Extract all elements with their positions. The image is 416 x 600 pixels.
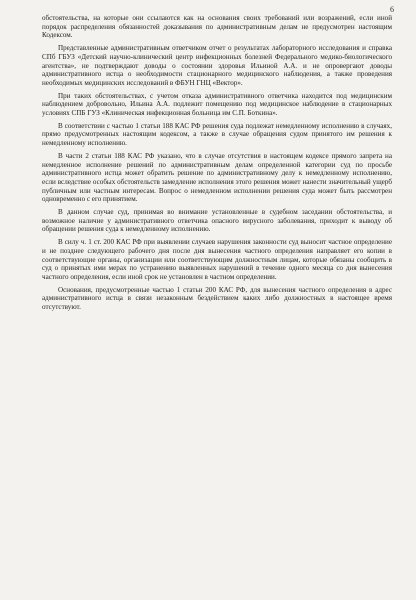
paragraph-5: В части 2 статьи 188 КАС РФ указано, что в случае отсутствия в настоящем кодексе прямого запрета на немедленное исполнение решений по административным делам определенной категории суд по просьбе административного истца может обратить решение по административному делу к немедленному исполнению, если вследствие особых обстоятельств замедление исполнения этого решения может нанести значительный ущерб публичным или частным интересам. Вопрос о немедленном исполнении решения суда может быть рассмотрен одновременно с его принятием.: [42, 151, 392, 204]
paragraph-6: В данном случае суд, принимая во внимание установленные в судебном заседании обстоятельства, и возможное наличие у административного ответчика опасного вирусного заболевания, приходит к выводу об обращении решения суда к немедленному исполнению.: [42, 208, 392, 234]
page-number: 6: [390, 5, 394, 14]
paragraph-1: обстоятельства, на которые они ссылаются как на основания своих требований или возражений, если иной порядок распределения обязанностей доказывания по административным делам не предусмотрен настоящим Кодексом.: [42, 14, 392, 40]
document-body: [42, 14, 392, 316]
paragraph-2: Представленные административным ответчиком отчет о результатах лабораторного исследования и справка СПб ГБУЗ «Детский научно-клинический центр инфекционных болезней Федерального медико-биологического агентства», не подтверждают доводы о состоянии здоровья Ильиной А.А. и не опровергают доводы административного истца о необходимости стационарного медицинского наблюдения, а также проведения необходимых медицинских исследований в ФБУН ГНЦ «Вектор».: [42, 44, 392, 87]
paragraph-8: Основания, предусмотренные частью 1 статьи 200 КАС РФ, для вынесения частного определения в адрес административного истца в связи незаконным бездействием каких либо должностных в настоящее время отсутствуют.: [42, 285, 392, 312]
paragraph-3: При таких обстоятельствах, с учетом отказа административного ответчика находится под медицинским наблюдением добровольно, Ильина А.А. подлежит помещению под медицинское наблюдение в стационарных условиях СПБ ГУЗ «Клиническая инфекционная больница им С.П. Боткина».: [42, 91, 392, 118]
paragraph-4: В соответствии с частью 1 статьи 188 КАС РФ решения суда подлежат немедленному исполнению в случаях, прямо предусмотренных настоящим кодексом, а также в случае обращения судом принятого им решения к немедленному исполнению.: [42, 121, 392, 148]
paragraph-7: В силу ч. 1 ст. 200 КАС РФ при выявлении случаев нарушения законности суд выносит частное определение и не позднее следующего рабочего дня после дня вынесения частного определения направляет его копии в соответствующие органы, организации или соответствующим должностным лицам, которые обязаны сообщить в суд о принятых ими мерах по устранению выявленных нарушений в течение одного месяца со дня вынесения частного определения, если иной срок не установлен в частном определении.: [42, 238, 392, 281]
